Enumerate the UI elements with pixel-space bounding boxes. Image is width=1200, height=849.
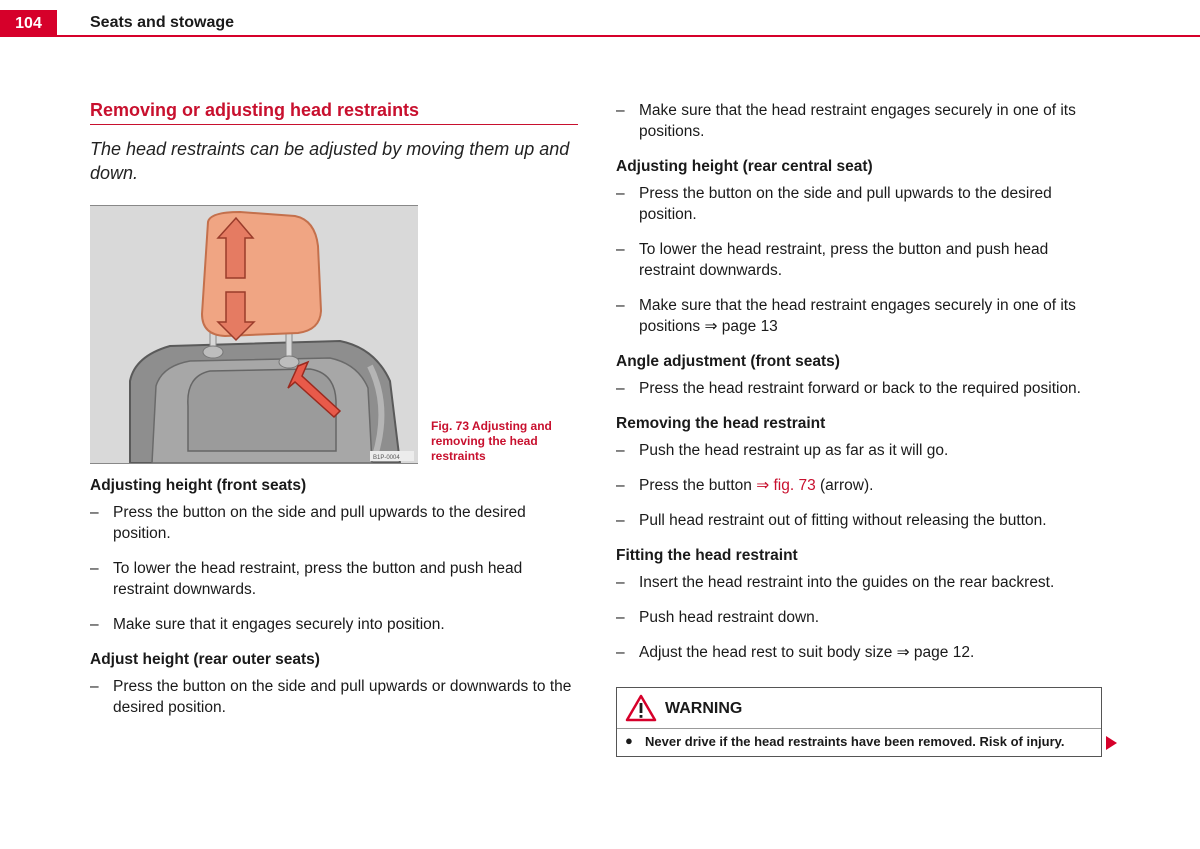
subheading: Angle adjustment (front seats) (616, 353, 840, 370)
section-title: Removing or adjusting head restraints (90, 100, 578, 125)
warning-label: WARNING (665, 699, 743, 717)
subheading: Adjusting height (rear central seat) (616, 158, 873, 175)
right-column (616, 100, 1106, 757)
list-item: – Pull head restraint out of fitting without releasing the button. (616, 512, 1047, 529)
list-item: – Press the button on the side and pull upwards to the desired position. (90, 504, 526, 542)
page-number-badge: 104 (0, 10, 57, 37)
subheading: Adjusting height (front seats) (90, 477, 307, 494)
list-item: – Press the button on the side and pull upwards or downwards to the desired position. (90, 678, 572, 716)
figure-block (90, 205, 578, 475)
warning-header (617, 688, 1101, 729)
subheading: Adjust height (rear outer seats) (90, 651, 320, 668)
continue-arrow-icon (1106, 736, 1117, 750)
list-item: – Make sure that the head restraint engages securely in one of its positions ⇒ page 13 (616, 297, 1076, 335)
figure-reference-link[interactable]: ⇒ fig. 73 (756, 477, 816, 494)
running-header-title: Seats and stowage (90, 14, 235, 31)
warning-text: ● Never drive if the head restraints have been removed. Risk of injury. (625, 733, 1065, 749)
header-rule (57, 35, 1200, 37)
warning-box (616, 687, 1102, 757)
list-item: – Make sure that it engages securely into position. (90, 616, 445, 633)
list-item: – To lower the head restraint, press the button and push head restraint downwards. (616, 241, 1049, 279)
warning-triangle-icon (625, 694, 657, 722)
list-item: – Make sure that the head restraint engages securely in one of its positions. (616, 102, 1076, 140)
list-item: – Push head restraint down. (616, 609, 820, 626)
list-item: – Push the head restraint up as far as it will go. (616, 442, 949, 459)
list-item: – Press the button on the side and pull upwards to the desired position. (616, 185, 1052, 223)
figure-code: B1P-0004 (373, 455, 400, 461)
list-item: – To lower the head restraint, press the button and push head restraint downwards. (90, 560, 523, 598)
section-intro: The head restraints can be adjusted by moving them up and down. (90, 139, 570, 183)
subheading: Fitting the head restraint (616, 547, 798, 564)
list-item: – Press the button ⇒ fig. 73 (arrow). (616, 477, 874, 494)
figure-caption: Fig. 73 Adjusting and removing the head restraints (431, 419, 552, 463)
list-item: – Insert the head restraint into the guides on the rear backrest. (616, 574, 1055, 591)
bullet: ● (625, 733, 633, 748)
list-item: – Press the head restraint forward or back to the required position. (616, 380, 1081, 397)
subheading: Removing the head restraint (616, 415, 826, 432)
left-column (90, 100, 578, 732)
list-item: – Adjust the head rest to suit body size ⇒ page 12. (616, 644, 975, 661)
headrest-illustration (90, 205, 418, 464)
